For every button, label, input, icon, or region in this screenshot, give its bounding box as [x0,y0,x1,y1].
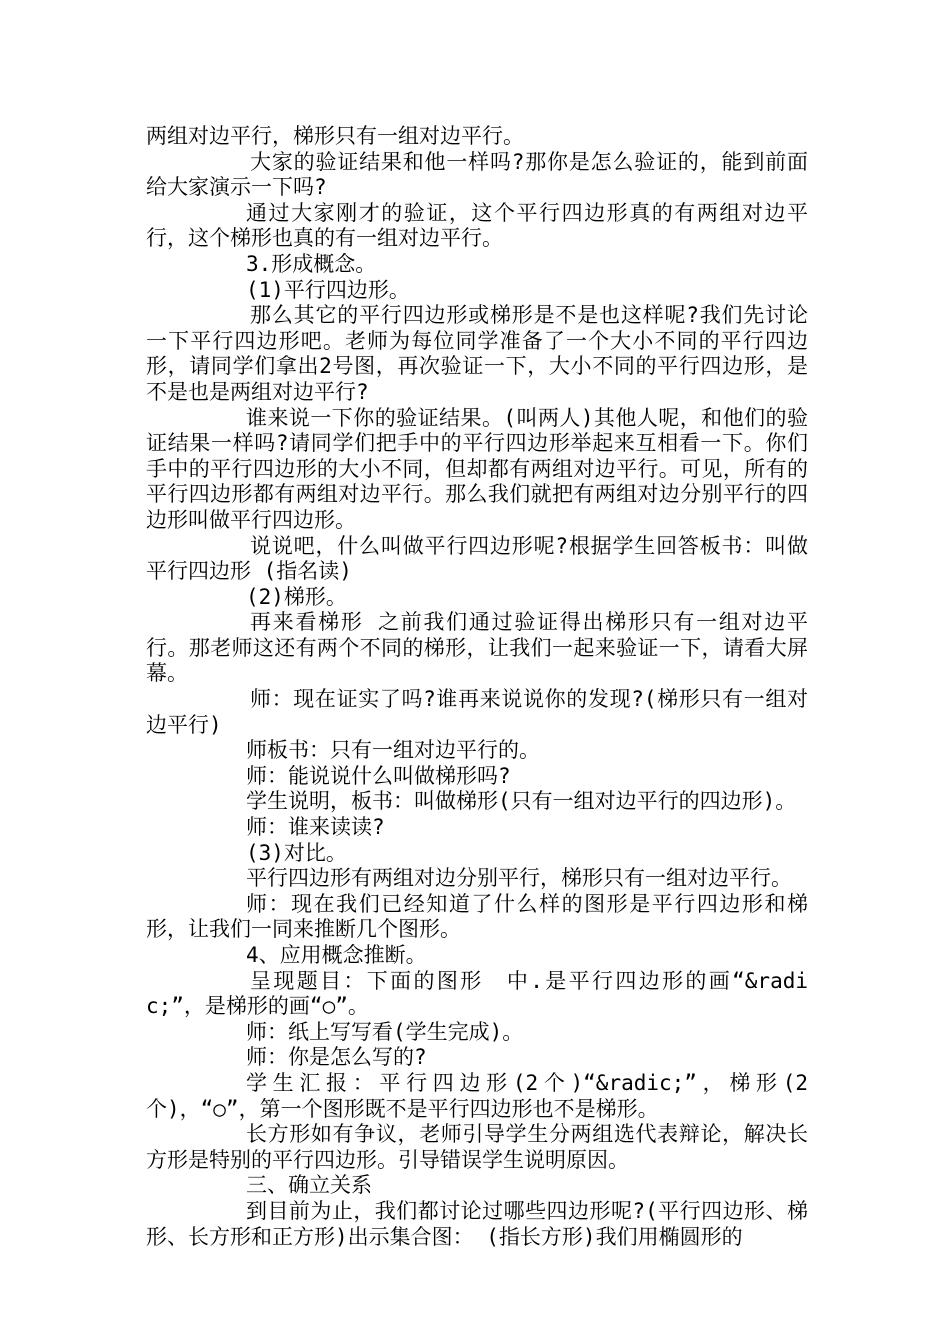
section-heading-apply-concept: 4、应用概念推断。 [246,943,427,967]
paragraph-3: 通过大家刚才的验证，这个平行四边形真的有两组对边平行，这个梯形也真的有一组对边平行。 [146,200,808,251]
paragraph-17: 平行四边形有两组对边分别平行，梯形只有一组对边平行。 [246,866,792,891]
paragraph-24: 长方形如有争议，老师引导学生分两组选代表辩论，解决长方形是特别的平行四边形。引导错误学生说明原因。 [146,1122,808,1172]
paragraph-21: 师：纸上写写看(学生完成)。 [246,1019,524,1044]
paragraph-7: 谁来说一下你的验证结果。(叫两人)其他人呢，和他们的验证结果一样吗?请同学们把手中的平行四边形举起来互相看一下。你们手中的平行四边形的大小不同，但却都有两组对边平行。可见，所有的平行四边形都有两组对边平行。那么我们就把有两组对边分别平行的四边形叫做平行四边形。 [146,405,808,532]
paragraph-2: 大家的验证结果和他一样吗?那你是怎么验证的，能到前面给大家演示一下吗? [146,149,808,200]
paragraph-1: 两组对边平行，梯形只有一组对边平行。 [146,124,524,148]
document-body [146,124,808,1250]
section-heading-form-concept: 3.形成概念。 [246,251,377,276]
paragraph-14: 学生说明，板书：叫做梯形(只有一组对边平行的四边形)。 [246,789,797,814]
subheading-parallelogram: (1)平行四边形。 [246,277,410,302]
paragraph-20: 呈现题目：下面的图形 中.是平行四边形的画“&radic;”，是梯形的画“○”。 [146,968,808,1019]
paragraph-22: 师：你是怎么写的? [246,1045,427,1070]
section-heading-relationship: 三、确立关系 [246,1173,372,1198]
paragraph-12: 师板书：只有一组对边平行的。 [246,738,540,763]
paragraph-10: 再来看梯形 之前我们通过验证得出梯形只有一组对边平行。那老师这还有两个不同的梯形，让我们一起来验证一下，请看大屏幕。 [146,610,808,686]
paragraph-6: 那么其它的平行四边形或梯形是不是也这样呢?我们先讨论一下平行四边形吧。老师为每位同学准备了一个大小不同的平行四边形，请同学们拿出2号图，再次验证一下，大小不同的平行四边形，是不是也是两组对边平行? [146,303,808,404]
paragraph-18: 师：现在我们已经知道了什么样的图形是平行四边形和梯形，让我们一同来推断几个图形。 [146,891,808,942]
paragraph-8: 说说吧，什么叫做平行四边形呢?根据学生回答板书：叫做平行四边形 (指名读) [146,533,808,584]
paragraph-11: 师：现在证实了吗?谁再来说说你的发现?(梯形只有一组对边平行) [146,687,808,737]
paragraph-23: 学生汇报：平行四边形(2个)“&radic;”，梯形(2个)，“○”，第一个图形既不是平行四边形也不是梯形。 [146,1070,808,1121]
paragraph-13: 师：能说说什么叫做梯形吗? [246,763,511,788]
subheading-comparison: (3)对比。 [246,840,347,865]
paragraph-15: 师：谁来读读? [246,815,385,840]
subheading-trapezoid: (2)梯形。 [246,584,347,609]
paragraph-26: 到目前为止，我们都讨论过哪些四边形呢?(平行四边形、梯形、长方形和正方形)出示集合图： (指长方形)我们用椭圆形的 [146,1198,808,1249]
